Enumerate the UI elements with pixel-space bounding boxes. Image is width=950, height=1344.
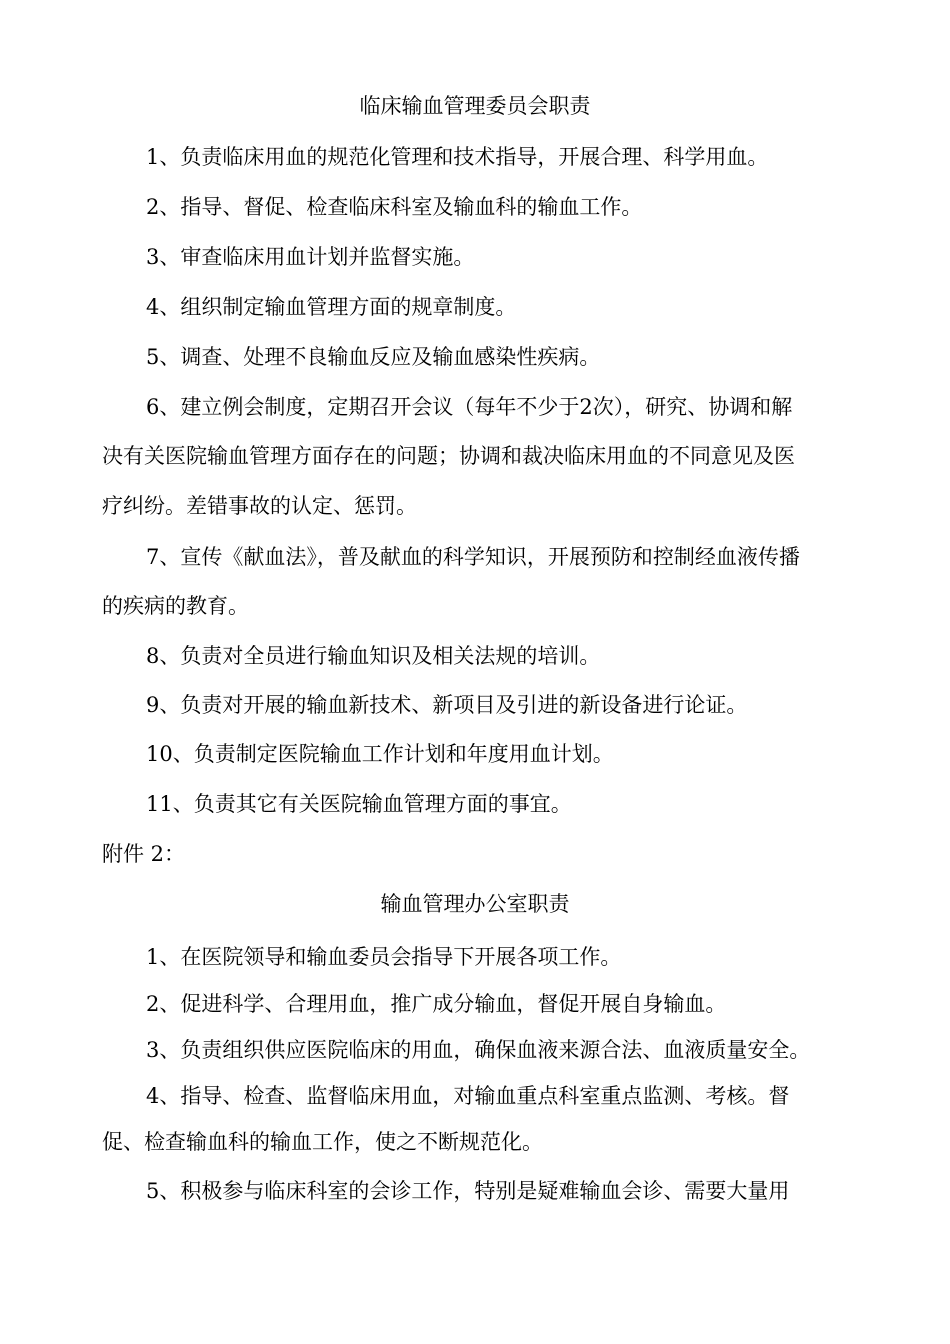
- attachment-label: 附件 2：: [102, 842, 186, 866]
- committee-item-11: 11、负责其它有关医院输血管理方面的事宜。: [146, 792, 572, 816]
- committee-item-6-line1: 6、建立例会制度，定期召开会议（每年不少于2次），研究、协调和解: [146, 395, 793, 419]
- committee-item-2: 2、指导、督促、检查临床科室及输血科的输血工作。: [146, 195, 643, 219]
- office-item-4-line2: 促、检查输血科的输血工作，使之不断规范化。: [102, 1130, 543, 1154]
- committee-item-6-line3: 疗纠纷。差错事故的认定、惩罚。: [102, 494, 417, 518]
- committee-item-4: 4、组织制定输血管理方面的规章制度。: [146, 295, 517, 319]
- committee-item-6-line2: 决有关医院输血管理方面存在的问题；协调和裁决临床用血的不同意见及医: [102, 444, 795, 468]
- committee-item-5: 5、调查、处理不良输血反应及输血感染性疾病。: [146, 345, 601, 369]
- committee-item-8: 8、负责对全员进行输血知识及相关法规的培训。: [146, 644, 601, 668]
- committee-item-3: 3、审查临床用血计划并监督实施。: [146, 245, 475, 269]
- committee-item-10: 10、负责制定医院输血工作计划和年度用血计划。: [146, 742, 614, 766]
- committee-item-1: 1、负责临床用血的规范化管理和技术指导，开展合理、科学用血。: [146, 145, 769, 169]
- office-item-5-line1: 5、积极参与临床科室的会诊工作，特别是疑难输血会诊、需要大量用: [146, 1179, 790, 1203]
- office-item-1: 1、在医院领导和输血委员会指导下开展各项工作。: [146, 945, 622, 969]
- committee-item-7-line1: 7、宣传《献血法》，普及献血的科学知识，开展预防和控制经血液传播: [146, 545, 800, 569]
- committee-item-9: 9、负责对开展的输血新技术、新项目及引进的新设备进行论证。: [146, 693, 748, 717]
- committee-title: 临床输血管理委员会职责: [359, 94, 591, 118]
- office-item-3: 3、负责组织供应医院临床的用血，确保血液来源合法、血液质量安全。: [146, 1038, 811, 1062]
- office-item-2: 2、促进科学、合理用血，推广成分输血，督促开展自身输血。: [146, 992, 727, 1016]
- committee-item-7-line2: 的疾病的教育。: [102, 594, 249, 618]
- office-item-4-line1: 4、指导、检查、监督临床用血，对输血重点科室重点监测、考核。督: [146, 1084, 790, 1108]
- office-title: 输血管理办公室职责: [380, 892, 570, 916]
